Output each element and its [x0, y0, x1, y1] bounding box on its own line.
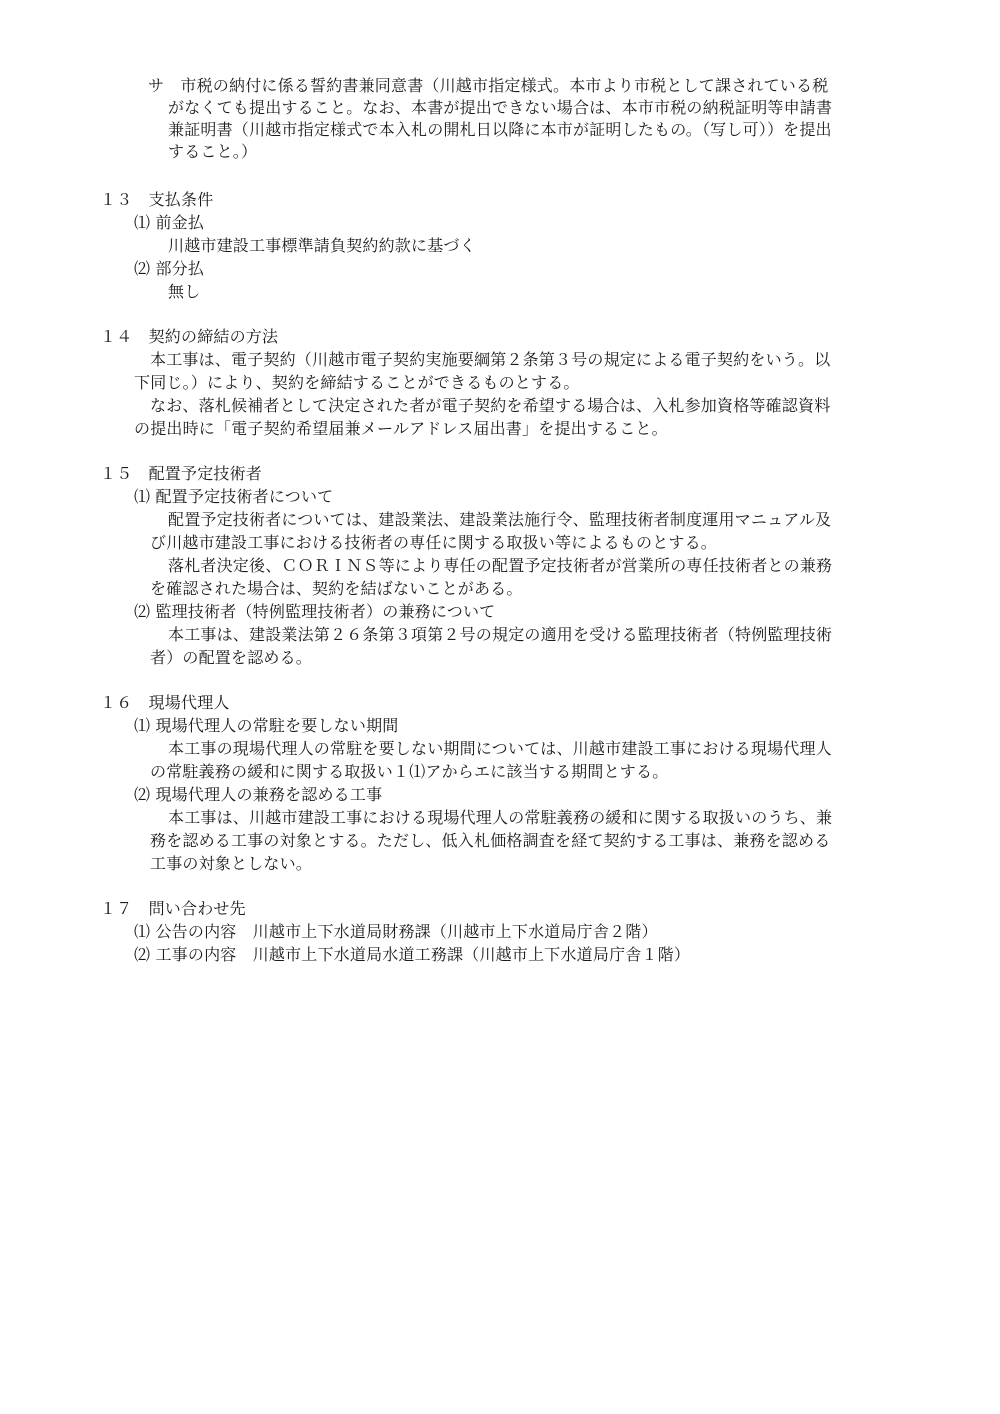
section-13-line-4: 無し: [168, 282, 201, 301]
section-16-line-5: 本工事は、川越市建設工事における現場代理人の常駐義務の緩和に関する取扱いのうち、兼: [168, 808, 833, 827]
section-16-heading: １６ 現場代理人: [100, 693, 230, 712]
section-15-line-1: ⑴ 配置予定技術者について: [134, 487, 334, 506]
section-15-line-4: 落札者決定後、ＣＯＲＩＮＳ等により専任の配置予定技術者が営業所の専任技術者との兼務: [168, 556, 833, 575]
item-sa-line-1: サ 市税の納付に係る誓約書兼同意書（川越市指定様式。本市より市税として課されている税: [148, 76, 829, 95]
section-15-line-5: を確認された場合は、契約を結ばないことがある。: [150, 579, 523, 598]
section-15-line-8: 者）の配置を認める。: [150, 648, 313, 667]
item-sa-line-4: すること。）: [168, 142, 258, 161]
section-16-line-4: ⑵ 現場代理人の兼務を認める工事: [134, 785, 383, 804]
section-15-line-3: び川越市建設工事における技術者の専任に関する取扱い等によるものとする。: [150, 533, 718, 552]
section-14-heading: １４ 契約の締結の方法: [100, 327, 279, 346]
section-16-line-7: 工事の対象としない。: [150, 854, 313, 873]
item-sa-line-3: 兼証明書（川越市指定様式で本入札の開札日以降に本市が証明したもの。（写し可））を提出: [168, 120, 832, 139]
section-16-line-6: 務を認める工事の対象とする。ただし、低入札価格調査を経て契約する工事は、兼務を認める: [150, 831, 831, 850]
section-15-line-6: ⑵ 監理技術者（特例監理技術者）の兼務について: [134, 602, 496, 621]
section-15-line-7: 本工事は、建設業法第２６条第３項第２号の規定の適用を受ける監理技術者（特例監理技術: [168, 625, 833, 644]
section-16-line-2: 本工事の現場代理人の常駐を要しない期間については、川越市建設工事における現場代理人: [168, 739, 832, 758]
section-17-line-1: ⑴ 公告の内容 川越市上下水道局財務課（川越市上下水道局庁舎２階）: [134, 922, 658, 941]
section-15-line-2: 配置予定技術者については、建設業法、建設業法施行令、監理技術者制度運用マニュアル及: [168, 510, 832, 529]
section-14-line-2: 下同じ。）により、契約を締結することができるものとする。: [134, 373, 580, 392]
section-16-line-1: ⑴ 現場代理人の常駐を要しない期間: [134, 716, 399, 735]
section-14-line-1: 本工事は、電子契約（川越市電子契約実施要綱第２条第３号の規定による電子契約をいう。以: [150, 350, 831, 369]
section-13-line-3: ⑵ 部分払: [134, 259, 205, 278]
item-sa-line-2: がなくても提出すること。なお、本書が提出できない場合は、本市市税の納税証明等申請書: [168, 98, 833, 117]
section-13-heading: １３ 支払条件: [100, 190, 214, 209]
section-15-heading: １５ 配置予定技術者: [100, 464, 263, 483]
section-13-line-2: 川越市建設工事標準請負契約約款に基づく: [168, 236, 476, 255]
section-16-line-3: の常駐義務の緩和に関する取扱い１⑴アからエに該当する期間とする。: [150, 762, 669, 781]
section-17-heading: １７ 問い合わせ先: [100, 899, 246, 918]
section-17-line-2: ⑵ 工事の内容 川越市上下水道局水道工務課（川越市上下水道局庁舎１階）: [134, 945, 691, 964]
section-14-line-4: の提出時に「電子契約希望届兼メールアドレス届出書」を提出すること。: [134, 419, 668, 438]
section-14-line-3: なお、落札候補者として決定された者が電子契約を希望する場合は、入札参加資格等確認資料: [150, 396, 831, 415]
section-13-line-1: ⑴ 前金払: [134, 213, 205, 232]
